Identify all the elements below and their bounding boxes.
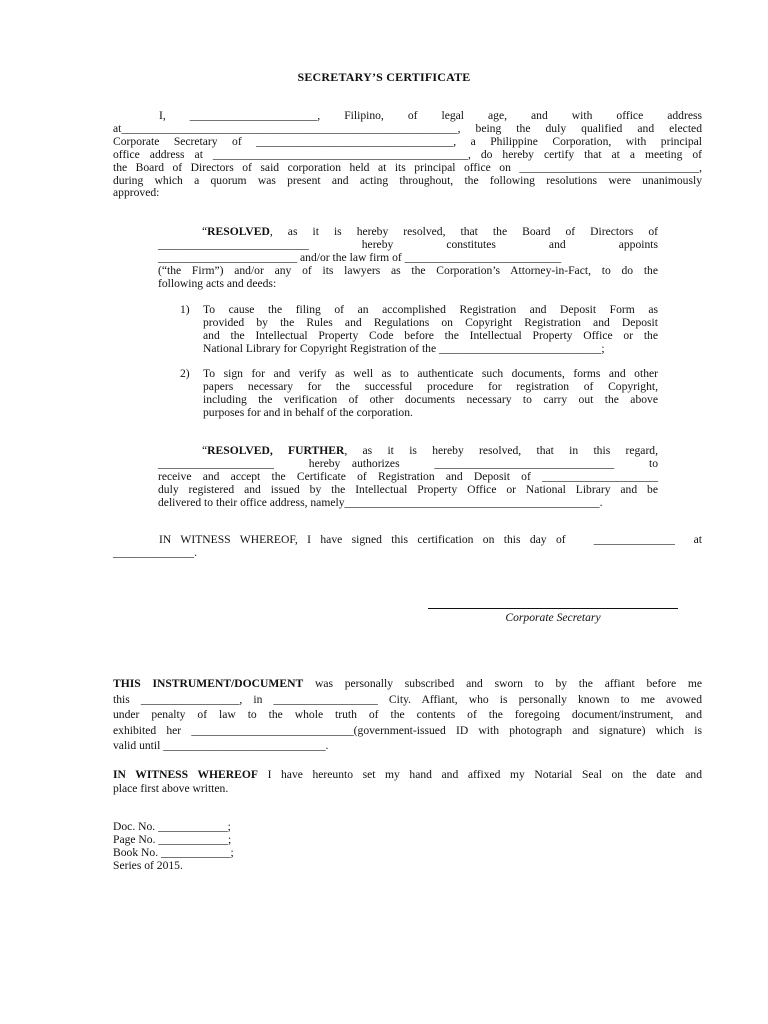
resolved-further-keyword: RESOLVED, FURTHER <box>207 444 345 457</box>
list-number: 1) <box>180 303 190 316</box>
list-item-line: To cause the filing of an accomplished Registration and Deposit Form as <box>203 303 658 316</box>
intro-paragraph <box>113 110 702 200</box>
intro-line: office address at ____________________________________________, do hereby certify that at a meeting of <box>113 147 702 161</box>
resolution-line: duly registered and issued by the Intellectual Property Office or National Library and be <box>158 482 658 496</box>
intro-line: during which a quorum was present and acting throughout, the following resolutions were unanimously <box>113 173 702 187</box>
resolution-first <box>158 226 658 291</box>
resolution-line: delivered to their office address, namely____________________________________________. <box>158 495 603 509</box>
signature-caption: Corporate Secretary <box>505 611 601 624</box>
registry-series: Series of 2015. <box>113 859 183 872</box>
jurat-line: exhibited her ____________________________(government-issued ID with photograph and signature) which is <box>113 723 702 737</box>
resolution-line: ____________________ hereby authorizes _______________________________ to <box>158 456 658 470</box>
list-item <box>180 304 658 356</box>
list-item-line: and the Intellectual Property Code before the Intellectual Property Office or the <box>203 328 658 342</box>
resolution-line: following acts and deeds: <box>158 276 277 290</box>
jurat-text: was personally subscribed and sworn to by the affiant before me <box>303 677 703 690</box>
jurat-heading <box>113 676 702 692</box>
witness-line: ______________. <box>113 545 198 559</box>
notary-witness-keyword: IN WITNESS WHEREOF <box>113 768 258 781</box>
jurat-line: valid until ____________________________. <box>113 739 329 753</box>
resolution-line: __________________________ hereby constitutes and appoints <box>158 237 658 251</box>
notarial-registry <box>113 820 413 872</box>
jurat-keyword: THIS INSTRUMENT/DOCUMENT <box>113 677 304 690</box>
intro-line: Corporate Secretary of __________________________________, a Philippine Corporation, with principal <box>113 134 702 148</box>
intro-line: I, ______________________, Filipino, of legal age, and with office address <box>159 109 702 122</box>
list-item-line: purposes for and in behalf of the corporation. <box>203 405 413 419</box>
resolution-line: (“the Firm”) and/or any of its lawyers as the Corporation’s Attorney-in-Fact, to do the <box>158 263 658 277</box>
resolved-keyword: RESOLVED <box>207 225 270 238</box>
signature-line <box>428 608 678 609</box>
registry-doc-no: Doc. No. ____________; <box>113 820 231 833</box>
jurat-paragraph <box>113 676 702 754</box>
list-item-line: including the verification of other documents necessary to carry out the above <box>203 392 658 406</box>
list-item-line: papers necessary for the successful procedure for registration of Copyright, <box>203 379 658 393</box>
jurat-line: this _________________, in __________________ City. Affiant, who is personally known to me avowed <box>113 692 702 706</box>
witness-line: IN WITNESS WHEREOF, I have signed this certification on this day of ______________ at <box>159 533 702 546</box>
notary-witness <box>113 768 702 796</box>
list-item <box>180 368 658 420</box>
intro-line: at__________________________________________________________, being the duly qualified and elected <box>113 121 702 135</box>
intro-line: the Board of Directors of said corporation held at its principal office on _______________________________, <box>113 160 702 174</box>
registry-page-no: Page No. ____________; <box>113 833 232 846</box>
list-item-line: To sign for and verify as well as to authenticate such documents, forms and other <box>203 367 658 380</box>
open-quote: “ <box>202 225 208 238</box>
notary-witness-heading <box>113 768 702 782</box>
resolution-line: ________________________ and/or the law firm of ___________________________ <box>158 250 562 264</box>
list-number: 2) <box>180 367 190 380</box>
resolution-line: receive and accept the Certificate of Registration and Deposit of ____________________ <box>158 469 658 483</box>
open-quote: “ <box>202 444 208 457</box>
list-item-line: provided by the Rules and Regulations on Copyright Registration and Deposit <box>203 315 658 329</box>
notary-witness-text: I have hereunto set my hand and affixed my Notarial Seal on the date and <box>258 768 702 781</box>
jurat-line: under penalty of law to the whole truth of the contents of the foregoing document/instrument, and <box>113 708 702 722</box>
notary-witness-line: place first above written. <box>113 782 229 795</box>
document-title: SECRETARY’S CERTIFICATE <box>297 70 471 84</box>
registry-book-no: Book No. ____________; <box>113 846 234 859</box>
list-item-line: National Library for Copyright Registration of the ____________________________; <box>203 341 605 355</box>
resolution-further-text: , as it is hereby resolved, that in this regard, <box>344 444 658 457</box>
resolution-first-heading <box>158 226 658 239</box>
resolution-first-text: , as it is hereby resolved, that the Board of Directors of <box>269 225 658 238</box>
resolution-further-heading <box>158 445 658 458</box>
witness-clause <box>113 534 702 560</box>
resolution-further <box>158 445 658 510</box>
intro-line: approved: <box>113 186 160 200</box>
